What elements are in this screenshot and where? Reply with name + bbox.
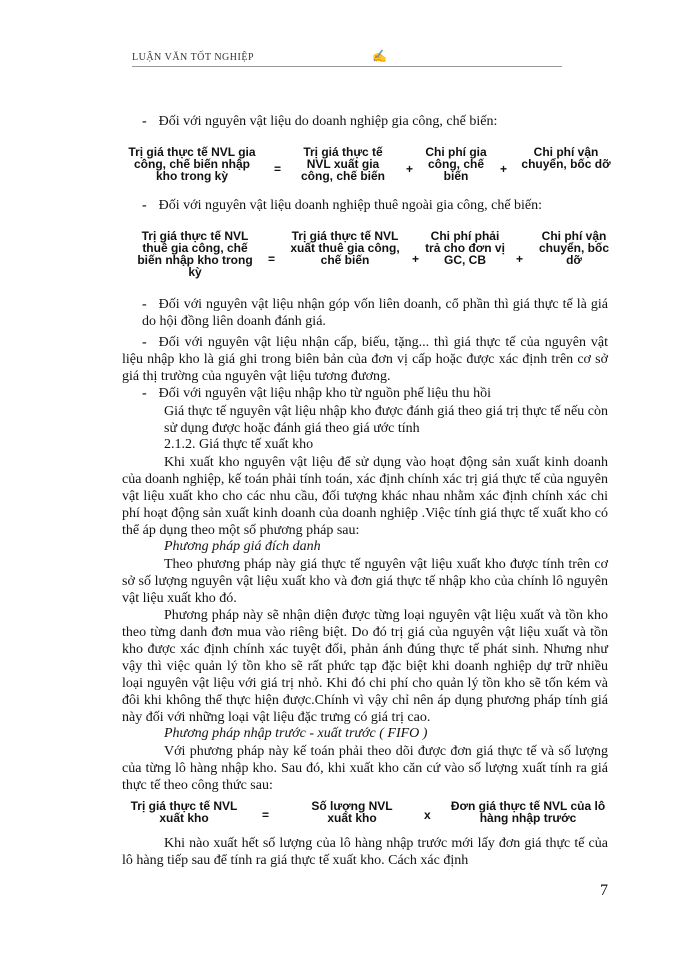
paragraph-specific-id-2: Phương pháp này sẽ nhận diện được từng loại nguyên vật liệu xuất và tồn kho theo từng danh đơn mua vào riêng biệt. Do đó trị giá của nguyên vật liệu xuất và tồn kho được xác định chính xác tuyệt đối, phản ánh đúng thực tế phát sinh. Nhưng như vậy thì việc quản lý tồn kho sẽ rất phức tạp đặc biệt khi doanh nghiệp dự trữ nhiều loại nguyên vật liệu với giá trị nhỏ. Khi đó chi phí cho quản lý tồn kho sẽ tốn kém và đôi khi không thể thực hiện được.Chính vì vậy chỉ nên áp dụng phương pháp tính giá này đối với những loại vật liệu đặc trưng có giá trị cao. bbox=[122, 608, 608, 725]
bullet-donation: - Đối với nguyên vật liệu nhận cấp, biếu, tặng... thì giá thực tế của nguyên vật liệu nhập kho là giá ghi trong biên bản của đơn vị cấp hoặc được xác định trên cơ sở giá thị trường của nguyên vật liệu tương đương. bbox=[122, 335, 608, 384]
bullet-text: Đối với nguyên vật liệu nhận góp vốn liên doanh, cổ phần thì giá thực tế là giá do hội đồng liên doanh đánh giá. bbox=[142, 297, 608, 329]
formula-lhs: Trị giá thực tế NVL gia công, chế biến nhập kho trong kỳ bbox=[128, 145, 256, 183]
paragraph-export-intro: Khi xuất kho nguyên vật liệu để sử dụng vào hoạt động sản xuất kinh doanh của doanh nghiệp, kế toán phải tính toán, xác định chính xác trị giá thực tế của nguyên vật liệu xuất kho cho các nhu cầu, đối tượng khác nhau nhằm xác định chính xác chi phí hoạt động sản xuất kinh doanh của doanh nghiệp .Việc tính giá thực tế xuất kho có thể áp dụng theo một số phương pháp sau: bbox=[122, 455, 608, 538]
formula-term: Trị giá thực tế NVL xuất gia công, chế biến bbox=[300, 145, 385, 183]
document-header: LUẬN VĂN TỐT NGHIỆP bbox=[132, 52, 254, 63]
paragraph-fifo-2: Khi nào xuất hết số lượng của lô hàng nhập trước mới lấy đơn giá thực tế của lô hàng tiếp sau để tính ra giá thực tế xuất kho. Cách xác định bbox=[122, 836, 608, 868]
equals-sign: = bbox=[274, 162, 282, 176]
bullet-text: Đối với nguyên vật liệu nhập kho từ nguồn phế liệu thu hồi bbox=[158, 386, 491, 401]
formula-term: Chi phí vận chuyển, bốc dỡ bbox=[538, 229, 609, 267]
plus-sign: + bbox=[516, 252, 524, 266]
paragraph-fifo-1: Với phương pháp này kế toán phải theo dõi được đơn giá thực tế và số lượng của từng lô hàng nhập kho. Sau đó, khi xuất kho căn cứ vào số lượng xuất tính ra giá thực tế theo công thức sau: bbox=[122, 744, 608, 793]
bullet-text: Đối với nguyên vật liệu do doanh nghiệp gia công, chế biến: bbox=[158, 114, 498, 129]
formula-term: Chi phí vận chuyển, bốc dỡ bbox=[521, 145, 611, 171]
equals-sign: = bbox=[268, 252, 276, 266]
multiply-sign: x bbox=[424, 808, 431, 822]
formula-lhs: Trị giá thực tế NVL thuê gia công, chế biến nhập kho trong kỳ bbox=[137, 229, 253, 279]
bullet-text: Đối với nguyên vật liệu doanh nghiệp thuê ngoài gia công, chế biến: bbox=[158, 198, 543, 213]
bullet-scrap: - Đối với nguyên vật liệu nhập kho từ nguồn phế liệu thu hồi bbox=[142, 386, 491, 401]
pen-icon: ✍ bbox=[372, 49, 387, 63]
header-divider bbox=[132, 66, 562, 67]
bullet-outsourced: - Đối với nguyên vật liệu doanh nghiệp thuê ngoài gia công, chế biến: bbox=[142, 198, 543, 213]
method-heading-fifo: Phương pháp nhập trước - xuất trước ( FIFO ) bbox=[164, 726, 428, 741]
plus-sign: + bbox=[500, 162, 508, 176]
formula-term: Số lượng NVL xuất kho bbox=[311, 799, 393, 825]
method-heading-specific-id: Phương pháp giá đích danh bbox=[164, 539, 321, 554]
paragraph-specific-id-1: Theo phương pháp này giá thực tế nguyên vật liệu xuất kho được tính trên cơ sở số lượng nguyên vật liệu xuất kho và đơn giá thực tế nhập kho của chính lô nguyên vật liệu xuất kho đó. bbox=[122, 557, 608, 606]
page-number: 7 bbox=[600, 882, 608, 899]
formula-term: Trị giá thực tế NVL xuất thuê gia công, chế biến bbox=[290, 229, 400, 267]
formula-term: Chi phí phải trả cho đơn vị GC, CB bbox=[425, 229, 505, 267]
section-heading: 2.1.2. Giá thực tế xuất kho bbox=[164, 437, 314, 452]
formula-term: Đơn giá thực tế NVL của lô hàng nhập trước bbox=[450, 799, 606, 825]
formula-term: Chi phí gia công, chế biến bbox=[425, 145, 487, 183]
bullet-processed-self: - Đối với nguyên vật liệu do doanh nghiệp gia công, chế biến: bbox=[142, 114, 498, 129]
equals-sign: = bbox=[262, 808, 270, 822]
paragraph-scrap-valuation: Giá thực tế nguyên vật liệu nhập kho được đánh giá theo giá trị thực tế nếu còn sử dụng được hoặc đánh giá theo giá ước tính bbox=[164, 404, 608, 436]
bullet-text: Đối với nguyên vật liệu nhận cấp, biếu, tặng... thì giá thực tế của nguyên vật liệu nhập kho là giá ghi trong biên bản của đơn vị cấp hoặc được xác định trên cơ sở giá thị trường của nguyên vật liệu tương đương. bbox=[122, 335, 608, 384]
bullet-contribution: - Đối với nguyên vật liệu nhận góp vốn liên doanh, cổ phần thì giá thực tế là giá do hội đồng liên doanh đánh giá. bbox=[142, 297, 608, 329]
plus-sign: + bbox=[406, 162, 414, 176]
plus-sign: + bbox=[412, 252, 420, 266]
formula-lhs: Trị giá thực tế NVL xuất kho bbox=[130, 799, 238, 825]
